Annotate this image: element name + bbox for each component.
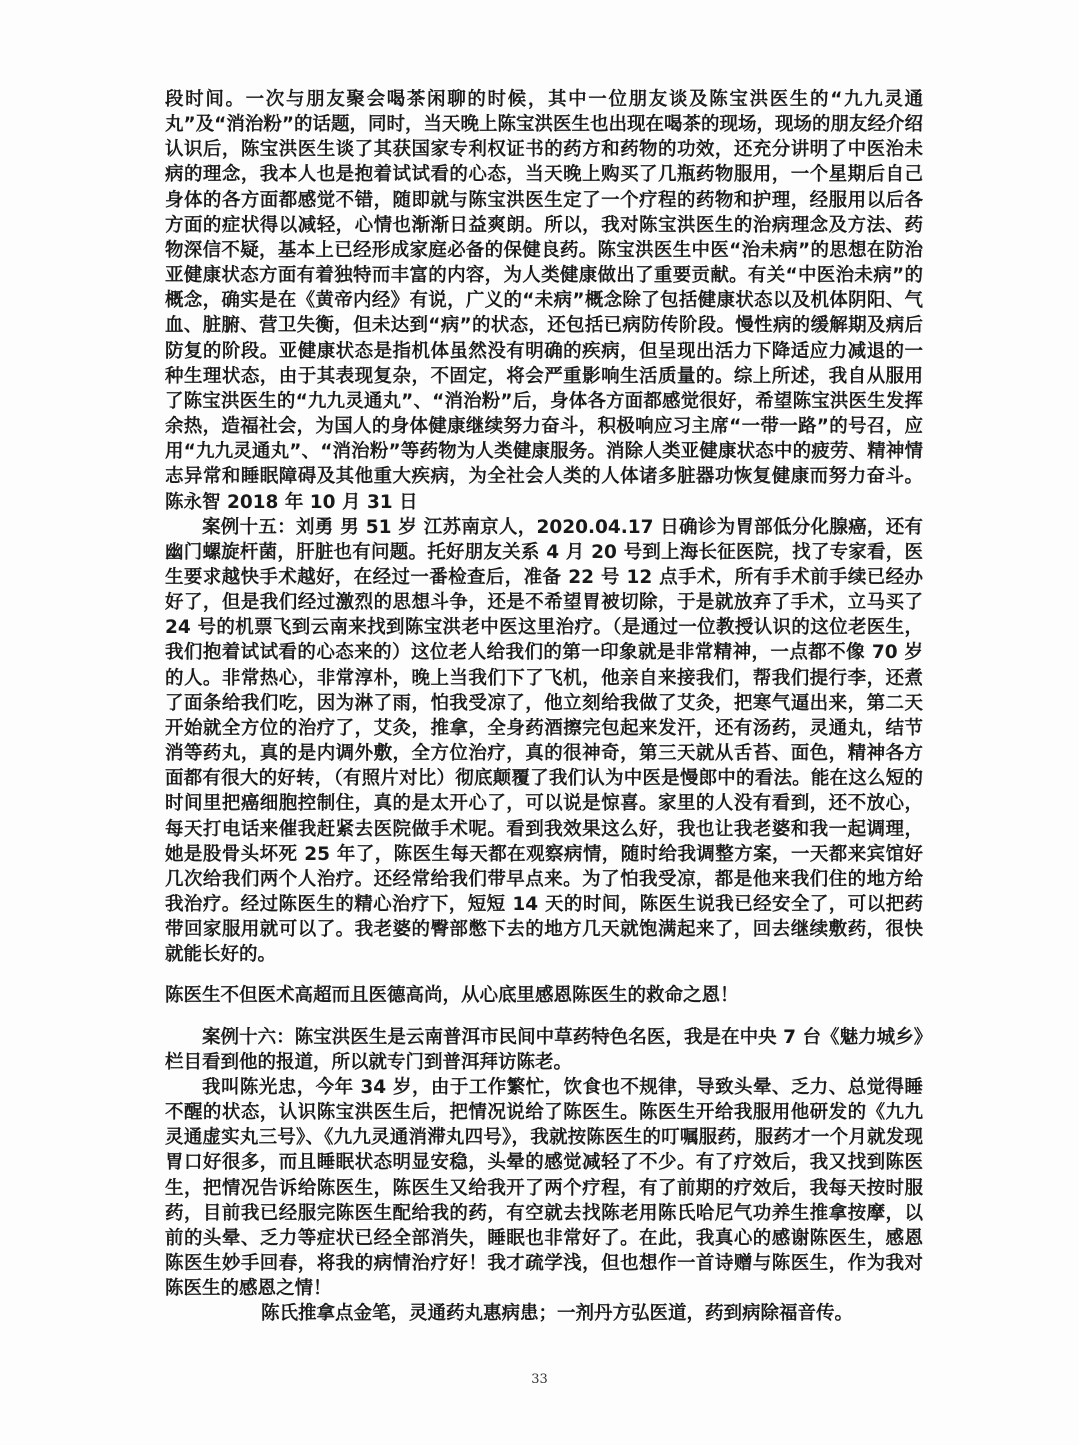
paragraph-testimonial-chen-yongzhi: 段时间。一次与朋友聚会喝茶闲聊的时候，其中一位朋友谈及陈宝洪医生的“九九灵通丸”及“消治粉”的话题，同时，当天晚上陈宝洪医生也出现在喝茶的现场，现场的朋友经介绍认识后，陈宝洪医生谈了其获国家专利权证书的药方和药物的功效，还充分讲明了中医治未病的理念，我本人也是抱着试试看的心态，当天晚上购买了几瓶药物服用，一个星期后自己身体的各方面都感觉不错，随即就与陈宝洪医生定了一个疗程的药物和护理，经服用以后各方面的症状得以减轻，心情也渐渐日益爽朗。所以，我对陈宝洪医生的治病理念及方法、药物深信不疑，基本上已经形成家庭必备的保健良药。陈宝洪医生中医“治未病”的思想在防治亚健康状态方面有着独特而丰富的内容，为人类健康做出了重要贡献。有关“中医治未病”的概念，确实是在《黄帝内经》有说，广义的“未病”概念除了包括健康状态以及机体阴阳、气血、脏腑、营卫失衡，但未达到“病”的状态，还包括已病防传阶段。慢性病的缓解期及病后防复的阶段。亚健康状态是指机体虽然没有明确的疾病，但呈现出活力下降适应力减退的一种生理状态，由于其表现复杂，不固定，将会严重影响生活质量的。综上所述，我自从服用了陈宝洪医生的“九九灵通丸”、“消治粉”后，身体各方面都感觉很好，希望陈宝洪医生发挥余热，造福社会，为国人的身体健康继续努力奋斗，积极响应习主席“一带一路”的号召，应用“九九灵通丸”、“消治粉”等药物为人类健康服务。消除人类亚健康状态中的疲劳、精神情志异常和睡眠障碍及其他重大疾病，为全社会人类的人体诸多脏器功恢复健康而努力奋斗。陈永智 2018 年 10 月 31 日: [165, 89, 923, 513]
paragraph-case-16-story: 我叫陈光忠，今年 34 岁，由于工作繁忙，饮食也不规律，导致头晕、乏力、总觉得睡不醒的状态，认识陈宝洪医生后，把情况说给了陈医生。陈医生开给我服用他研发的《九九灵通虚实丸三号》、《九九灵通消滞丸四号》，我就按陈医生的叮嘱服药，服药才一个月就发现胃口好很多，而且睡眠状态明显安稳，头晕的感觉减轻了不少。有了疗效后，我又找到陈医生，把情况告诉给陈医生，陈医生又给我开了两个疗程，有了前期的疗效后，我每天按时服药，目前我已经服完陈医生配给我的药，有空就去找陈老用陈氏哈尼气功养生推拿按摩，以前的头晕、乏力等症状已经全部消失，睡眠也非常好了。在此，我真心的感谢陈医生，感恩陈医生妙手回春，将我的病情治疗好！我才疏学浅，但也想作一首诗赠与陈医生，作为我对陈医生的感恩之情！: [165, 1076, 923, 1300]
poem-line: 陈氏推拿点金笔，灵通药丸惠病患；一剂丹方弘医道，药到病除福音传。: [261, 1303, 854, 1325]
document-body: [165, 87, 923, 1327]
paragraph-case-16-intro: 案例十六：陈宝洪医生是云南普洱市民间中草药特色名医，我是在中央 7 台《魅力城乡》栏目看到他的报道，所以就专门到普洱拜访陈老。: [165, 1026, 923, 1073]
page-number: 33: [531, 1372, 548, 1387]
paragraph-case-15: 案例十五：刘勇 男 51 岁 江苏南京人，2020.04.17 日确诊为胃部低分化腺癌，还有幽门螺旋杆菌，肝脏也有问题。托好朋友关系 4 月 20 号到上海长征医院，找了专家看，医生要求越快手术越好，在经过一番检查后，准备 22 号 12 点手术，所有手术前手续已经办好了，但是我们经过激烈的思想斗争，还是不希望胃被切除，于是就放弃了手术，立马买了 24 号的机票飞到云南来找到陈宝洪老中医这里治疗。（是通过一位教授认识的这位老医生，我们抱着试试看的心态来的）这位老人给我们的第一印象就是非常精神，一点都不像 70 岁的人。非常热心，非常淳朴，晚上当我们下了飞机，他亲自来接我们，帮我们提行李，还煮了面条给我们吃，因为淋了雨，怕我受凉了，他立刻给我做了艾灸，把寒气逼出来，第二天开始就全方位的治疗了，艾灸，推拿，全身药酒擦完包起来发汗，还有汤药，灵通丸，结节消等药丸，真的是内调外敷，全方位治疗，真的很神奇，第三天就从舌苔、面色，精神各方面都有很大的好转，（有照片对比）彻底颠覆了我们认为中医是慢郎中的看法。能在这么短的时间里把癌细胞控制住，真的是太开心了，可以说是惊喜。家里的人没有看到，还不放心，每天打电话来催我赶紧去医院做手术呢。看到我效果这么好，我也让我老婆和我一起调理，她是股骨头坏死 25 年了，陈医生每天都在观察病情，随时给我调整方案，一天都来宾馆好几次给我们两个人治疗。还经常给我们带早点来。为了怕我受凉，都是他来我们住的地方给我治疗。经过陈医生的精心治疗下，短短 14 天的时间，陈医生说我已经安全了，可以把药带回家服用就可以了。我老婆的臀部憋下去的地方几天就饱满起来了，回去继续敷药，很快就能长好的。: [165, 516, 923, 966]
paragraph-gratitude: 陈医生不但医术高超而且医德高尚，从心底里感恩陈医生的救命之恩！: [165, 985, 739, 1007]
